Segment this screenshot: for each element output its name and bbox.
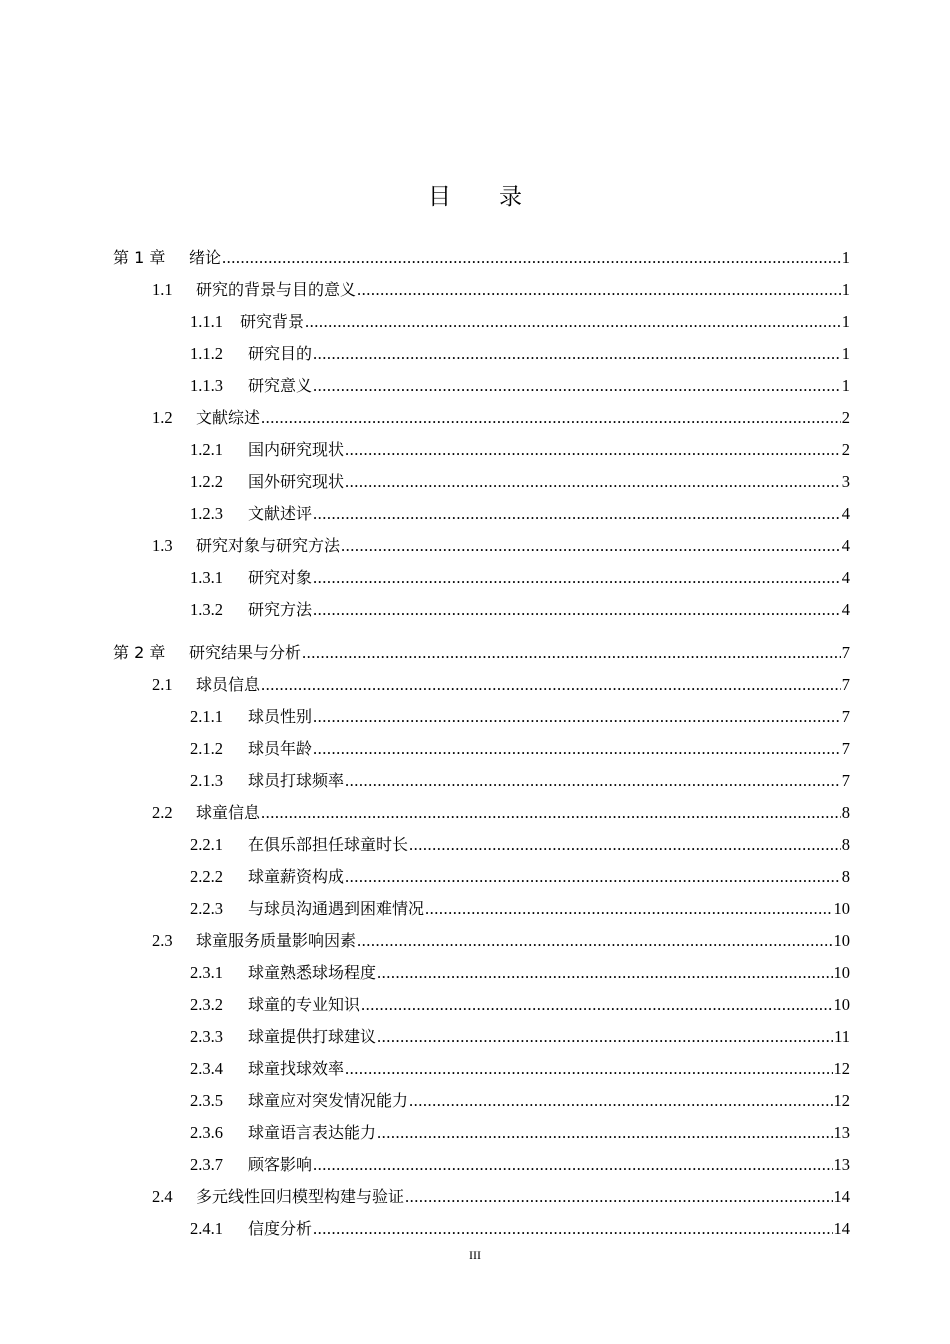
toc-entry[interactable] [190,565,850,589]
toc-leader-dots [377,1123,832,1143]
toc-entry-number: 2.3.3 [190,1027,223,1046]
toc-entry[interactable] [190,1152,850,1176]
toc-entry-number: 2.2.3 [190,899,223,918]
toc-entry-page: 7 [841,643,850,662]
toc-entry[interactable] [190,597,850,621]
toc-entry[interactable] [190,768,850,792]
toc-entry-page: 13 [833,1123,850,1142]
toc-entry-page: 14 [833,1219,850,1238]
toc-entry-page: 10 [833,995,850,1014]
toc-entry-number: 1.3 [152,536,173,555]
toc-entry[interactable] [190,896,850,920]
toc-entry-label: 国外研究现状 [248,472,345,491]
toc-entry-page: 4 [841,536,850,555]
toc-leader-dots [377,1027,833,1047]
toc-entry-page: 7 [841,739,850,758]
toc-entry[interactable] [113,640,850,664]
toc-leader-dots [345,472,841,492]
toc-leader-dots [302,643,841,663]
toc-entry-page: 10 [833,931,850,950]
toc-entry-page: 14 [833,1187,850,1206]
toc-entry-page: 3 [841,472,850,491]
toc-entry-label: 文献述评 [248,504,313,523]
toc-entry-label: 球童语言表达能力 [248,1123,377,1142]
toc-entry-label: 研究结果与分析 [189,643,302,662]
toc-leader-dots [361,995,832,1015]
toc-entry-label: 研究意义 [248,376,313,395]
toc-entry-page: 8 [841,803,850,822]
toc-entry-number: 2.2.1 [190,835,223,854]
toc-entry-page: 12 [833,1059,850,1078]
toc-entry-number: 2.2 [152,803,173,822]
toc-leader-dots [313,1219,832,1239]
toc-entry-number: 2.4.1 [190,1219,223,1238]
toc-leader-dots [357,280,841,300]
toc-entry[interactable] [190,1120,850,1144]
toc-entry-number: 2.1 [152,675,173,694]
toc-leader-dots [345,867,841,887]
toc-entry[interactable] [190,960,850,984]
toc-entry-label: 文献综述 [196,408,261,427]
toc-entry-label: 顾客影响 [248,1155,313,1174]
toc-entry-page: 2 [841,440,850,459]
toc-entry[interactable] [190,864,850,888]
title-char-2: 录 [499,184,522,210]
toc-entry-number: 2.3 [152,931,173,950]
toc-entry-number: 2.3.4 [190,1059,223,1078]
toc-entry[interactable] [152,928,850,952]
toc-entry[interactable] [190,1216,850,1240]
toc-entry-number: 1.3.2 [190,600,223,619]
page-title [0,178,950,211]
toc-entry-page: 1 [841,312,850,331]
toc-leader-dots [313,707,841,727]
toc-leader-dots [313,1155,832,1175]
toc-entry-number: 2.1.3 [190,771,223,790]
toc-entry[interactable] [190,832,850,856]
toc-entry-label: 多元线性回归模型构建与验证 [196,1187,405,1206]
toc-entry-number: 1.2.1 [190,440,223,459]
toc-leader-dots [305,312,841,332]
toc-entry-number: 1.1.3 [190,376,223,395]
toc-leader-dots [357,931,832,951]
toc-entry-number: 1.2.2 [190,472,223,491]
toc-entry-page: 10 [833,899,850,918]
toc-entry-number: 1.1 [152,280,173,299]
toc-entry-page: 1 [841,376,850,395]
toc-leader-dots [313,376,841,396]
toc-entry-label: 在俱乐部担任球童时长 [248,835,409,854]
toc-leader-dots [345,1059,832,1079]
toc-entry-number: 1.2 [152,408,173,427]
toc-entry-number: 2.1.1 [190,707,223,726]
title-char-1: 目 [428,184,451,210]
toc-entry[interactable] [152,533,850,557]
toc-entry-label: 研究的背景与目的意义 [196,280,357,299]
toc-entry-label: 球员性别 [248,707,313,726]
toc-entry-page: 13 [833,1155,850,1174]
toc-entry[interactable] [152,800,850,824]
toc-leader-dots [313,739,841,759]
toc-entry[interactable] [190,736,850,760]
toc-entry[interactable] [190,704,850,728]
toc-entry-page: 12 [833,1091,850,1110]
toc-leader-dots [313,504,841,524]
toc-entry-number: 第 1 章 [113,248,166,267]
toc-entry-number: 2.3.1 [190,963,223,982]
toc-entry-page: 2 [841,408,850,427]
toc-entry[interactable] [190,341,850,365]
toc-entry-label: 球童提供打球建议 [248,1027,377,1046]
toc-entry[interactable] [190,373,850,397]
toc-entry-number: 1.2.3 [190,504,223,523]
toc-entry-page: 7 [841,771,850,790]
toc-entry-number: 1.1.2 [190,344,223,363]
toc-leader-dots [405,1187,832,1207]
toc-entry[interactable] [190,309,850,333]
toc-entry-label: 球员信息 [196,675,261,694]
toc-entry[interactable] [190,1024,850,1048]
toc-entry-label: 球员打球频率 [248,771,345,790]
toc-entry[interactable] [190,437,850,461]
toc-entry-number: 1.1.1 [190,312,223,331]
toc-entry-number: 2.2.2 [190,867,223,886]
toc-leader-dots [345,440,841,460]
toc-entry-label: 球童找球效率 [248,1059,345,1078]
toc-entry-page: 7 [841,675,850,694]
toc-entry-label: 球童薪资构成 [248,867,345,886]
toc-entry-number: 2.4 [152,1187,173,1206]
toc-entry-label: 球童的专业知识 [248,995,361,1014]
page-number: III [469,1248,481,1262]
toc-entry-label: 研究对象与研究方法 [196,536,341,555]
toc-entry[interactable] [190,992,850,1016]
toc-entry[interactable] [152,405,850,429]
toc-entry-label: 球童服务质量影响因素 [196,931,357,950]
toc-leader-dots [313,568,841,588]
toc-entry-page: 1 [841,344,850,363]
toc-entry[interactable] [113,245,850,269]
toc-entry-page: 8 [841,867,850,886]
toc-entry-page: 4 [841,600,850,619]
toc-entry-label: 球员年龄 [248,739,313,758]
toc-entry-page: 11 [834,1027,850,1046]
toc-entry-page: 1 [841,248,850,267]
toc-entry-page: 7 [841,707,850,726]
toc-entry[interactable] [152,1184,850,1208]
toc-entry-label: 研究目的 [248,344,313,363]
toc-entry-number: 1.3.1 [190,568,223,587]
toc-entry[interactable] [190,501,850,525]
toc-entry-number: 2.3.7 [190,1155,223,1174]
toc-entry-number: 2.3.5 [190,1091,223,1110]
toc-leader-dots [261,675,841,695]
toc-entry-page: 1 [841,280,850,299]
toc-entry-number: 2.3.2 [190,995,223,1014]
toc-entry-number: 第 2 章 [113,643,166,662]
toc-entry-page: 10 [833,963,850,982]
toc-entry-label: 国内研究现状 [248,440,345,459]
toc-entry[interactable] [152,277,850,301]
toc-leader-dots [345,771,841,791]
toc-leader-dots [377,963,832,983]
toc-leader-dots [341,536,841,556]
toc-entry-page: 8 [841,835,850,854]
toc-leader-dots [222,248,841,268]
toc-entry[interactable] [190,1056,850,1080]
toc-entry[interactable] [190,1088,850,1112]
toc-entry-page: 4 [841,568,850,587]
toc-entry-label: 与球员沟通遇到困难情况 [248,899,425,918]
toc-entry-label: 球童熟悉球场程度 [248,963,377,982]
toc-entry-label: 球童信息 [196,803,261,822]
toc-leader-dots [261,803,841,823]
toc-leader-dots [313,600,841,620]
toc-entry-label: 信度分析 [248,1219,313,1238]
toc-leader-dots [313,344,841,364]
toc-entry-number: 2.3.6 [190,1123,223,1142]
toc-entry-label: 研究背景 [240,312,305,331]
toc-leader-dots [425,899,832,919]
toc-entry-page: 4 [841,504,850,523]
toc-entry-label: 研究对象 [248,568,313,587]
toc-entry-label: 绪论 [189,248,222,267]
toc-entry-label: 球童应对突发情况能力 [248,1091,409,1110]
toc-leader-dots [261,408,841,428]
toc-entry[interactable] [152,672,850,696]
toc-entry-label: 研究方法 [248,600,313,619]
toc-entry[interactable] [190,469,850,493]
toc-leader-dots [409,835,841,855]
toc-leader-dots [409,1091,832,1111]
toc-entry-number: 2.1.2 [190,739,223,758]
